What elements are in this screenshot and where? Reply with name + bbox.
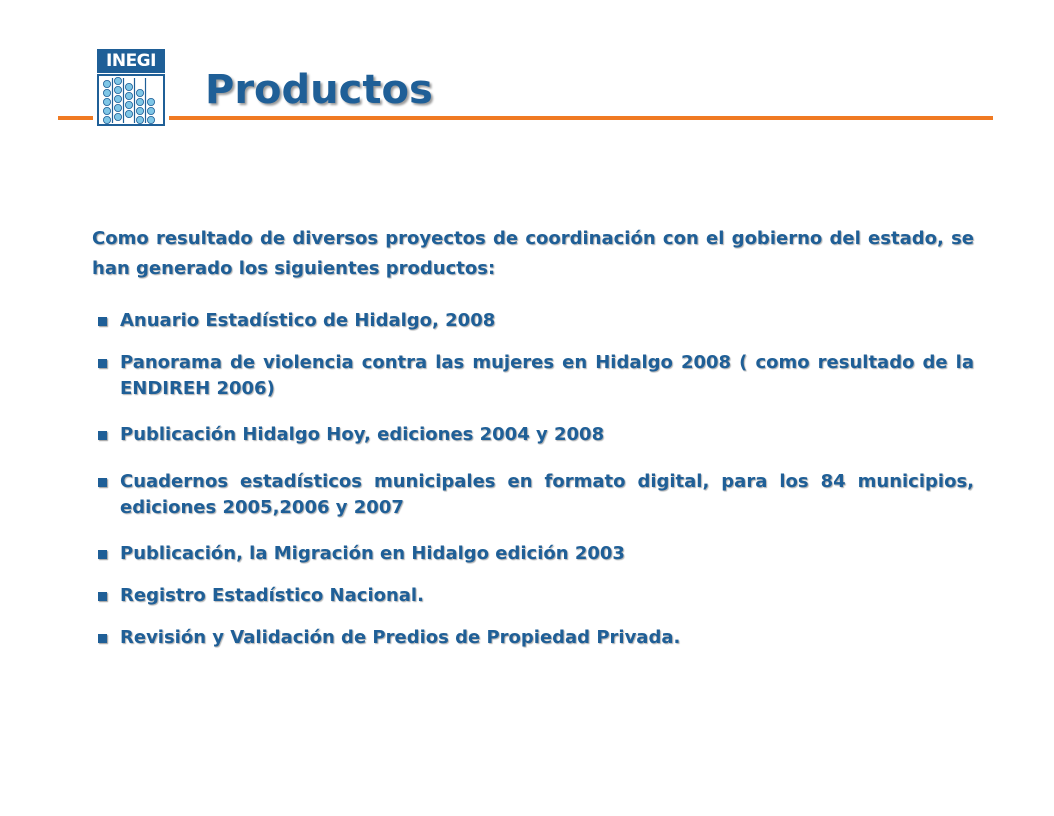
list-item-text: Anuario Estadístico de Hidalgo, 2008 — [120, 310, 496, 331]
square-bullet-icon — [98, 359, 107, 368]
list-item — [92, 469, 974, 521]
square-bullet-icon — [98, 550, 107, 559]
list-item — [92, 583, 974, 609]
logo-text: INEGI — [97, 49, 165, 73]
dot-matrix-icon — [99, 76, 163, 124]
square-bullet-icon — [98, 431, 107, 440]
list-item — [92, 422, 974, 448]
inegi-logo — [93, 47, 169, 129]
list-item-text: Registro Estadístico Nacional. — [120, 585, 424, 606]
list-item — [92, 541, 974, 567]
list-item — [92, 308, 974, 334]
list-item — [92, 350, 974, 402]
logo-grid-icon — [97, 74, 165, 126]
intro-paragraph: Como resultado de diversos proyectos de coordinación con el gobierno del estado, se han generado los siguientes productos: — [92, 228, 974, 279]
list-item-text: Panorama de violencia contra las mujeres en Hidalgo 2008 ( como resultado de la ENDIREH 2006) — [120, 352, 974, 399]
list-item — [92, 625, 974, 651]
square-bullet-icon — [98, 592, 107, 601]
header-rule — [58, 116, 993, 120]
square-bullet-icon — [98, 634, 107, 643]
page-title: Productos — [205, 67, 433, 113]
square-bullet-icon — [98, 317, 107, 326]
list-item-text: Cuadernos estadísticos municipales en formato digital, para los 84 municipios, ediciones 2005,2006 y 2007 — [120, 471, 974, 518]
list-item-text: Publicación Hidalgo Hoy, ediciones 2004 y 2008 — [120, 424, 605, 445]
product-list — [92, 308, 974, 651]
square-bullet-icon — [98, 478, 107, 487]
list-item-text: Publicación, la Migración en Hidalgo edición 2003 — [120, 543, 625, 564]
list-item-text: Revisión y Validación de Predios de Propiedad Privada. — [120, 627, 681, 648]
